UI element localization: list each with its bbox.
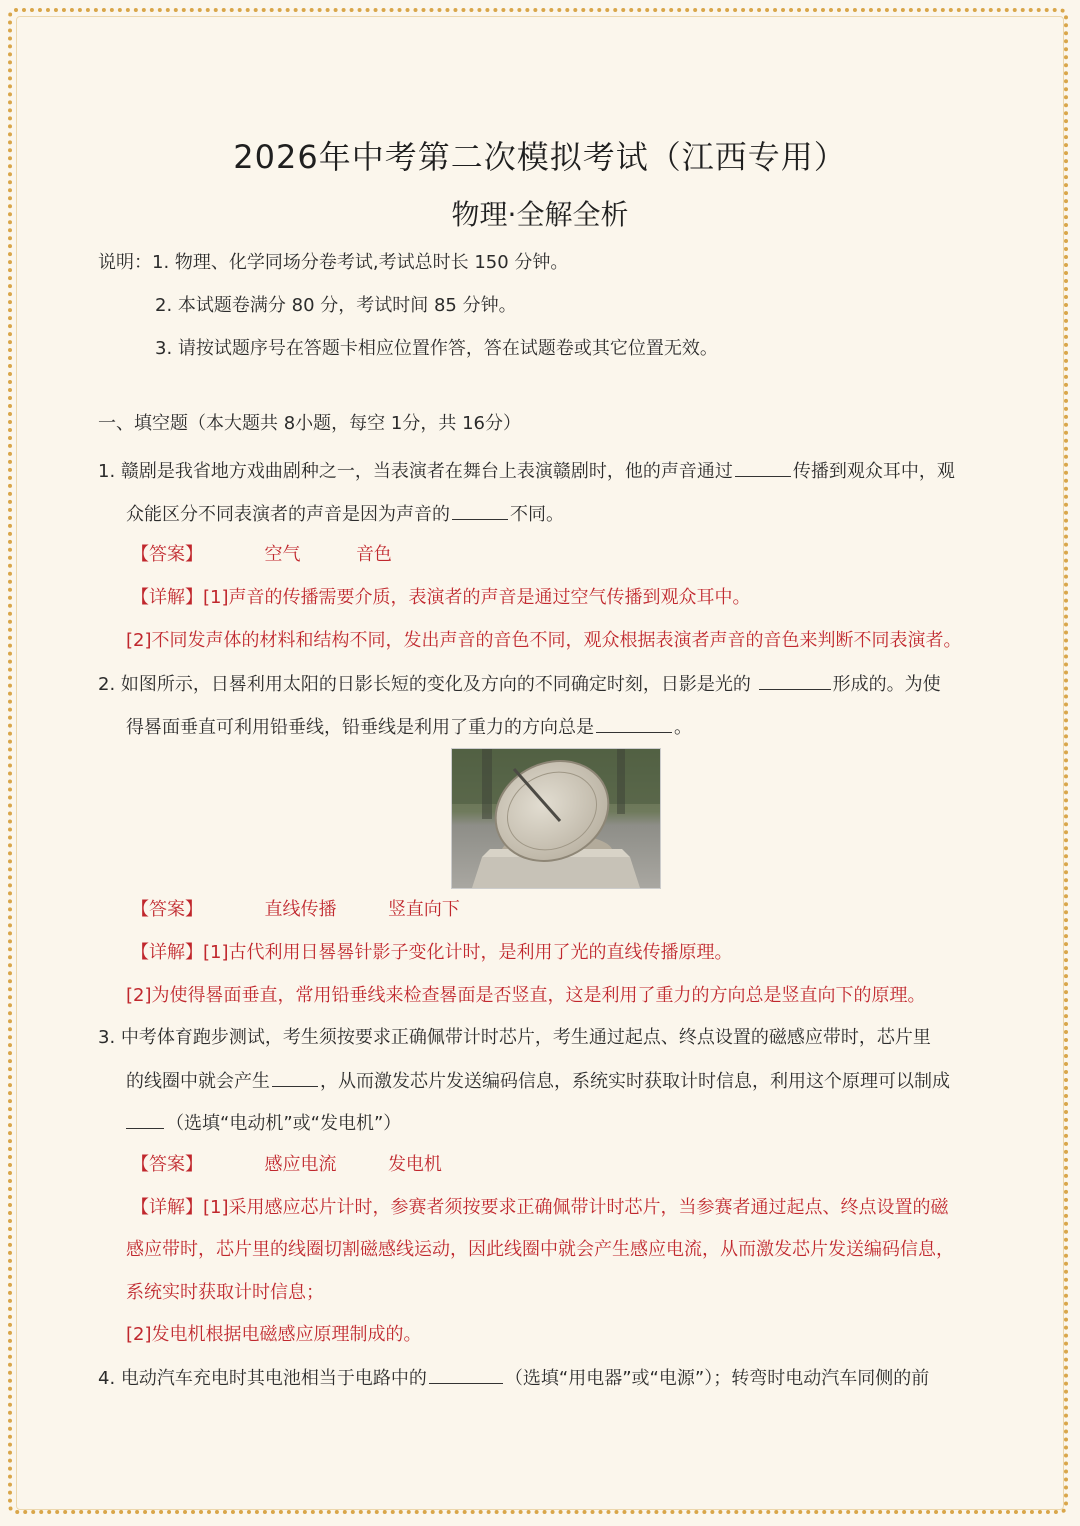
question-1-line-1 (98, 458, 955, 484)
detail-text: [2]发电机根据电磁感应原理制成的。 (126, 1324, 422, 1345)
question-3-line-2 (126, 1068, 950, 1094)
answer-value: 直线传播 (264, 899, 337, 920)
answer-value: 感应电流 (264, 1154, 337, 1175)
detail-line (131, 941, 733, 965)
instructions-label: 说明： (98, 252, 152, 273)
instructions-line-1 (98, 251, 568, 275)
answer-value: 空气 (264, 544, 301, 565)
instruction-item: 3. 请按试题序号在答题卡相应位置作答，答在试题卷或其它位置无效。 (155, 338, 718, 359)
answer-blank (126, 1110, 164, 1129)
question-text: 1. 赣剧是我省地方戏曲剧种之一，当表演者在舞台上表演赣剧时，他的声音通过 (98, 461, 733, 482)
question-text: 2. 如图所示，日晷利用太阳的日影长短的变化及方向的不同确定时刻，日影是光的 (98, 674, 757, 695)
question-text: 众能区分不同表演者的声音是因为声音的 (126, 504, 450, 525)
answer-blank (596, 714, 672, 733)
question-text: 4. 电动汽车充电时其电池相当于电路中的 (98, 1368, 427, 1389)
detail-text: [2]不同发声体的材料和结构不同，发出声音的音色不同，观众根据表演者声音的音色来判断不同表演者。 (126, 630, 962, 651)
detail-text: [2]为使得晷面垂直，常用铅垂线来检查晷面是否竖直，这是利用了重力的方向总是竖直向下的原理。 (126, 985, 926, 1006)
answer-value: 音色 (355, 544, 392, 565)
question-text: 得晷面垂直可利用铅垂线，铅垂线是利用了重力的方向总是 (126, 717, 594, 738)
answer-blank (272, 1068, 318, 1087)
instruction-item: 1. 物理、化学同场分卷考试,考试总时长 150 分钟。 (152, 252, 569, 273)
answer-value: 竖直向下 (387, 899, 460, 920)
answer-line (131, 898, 460, 922)
answer-label: 【答案】 (131, 1154, 203, 1175)
answer-blank (759, 671, 831, 690)
answer-blank (429, 1365, 503, 1384)
detail-line (131, 586, 751, 610)
question-text: （选填“用电器”或“电源”）；转弯时电动汽车同侧的前 (504, 1368, 930, 1389)
question-4-line-1 (98, 1365, 929, 1391)
detail-label: 【详解】 (131, 942, 203, 963)
question-text: ，从而激发芯片发送编码信息，系统实时获取计时信息，利用这个原理可以制成 (320, 1071, 950, 1092)
detail-text: [1]声音的传播需要介质，表演者的声音是通过空气传播到观众耳中。 (203, 587, 751, 608)
page-title: 2026年中考第二次模拟考试（江西专用） (233, 138, 847, 176)
question-text: 的线圈中就会产生 (126, 1071, 270, 1092)
answer-value: 发电机 (387, 1154, 442, 1175)
detail-text: 系统实时获取计时信息； (126, 1282, 324, 1303)
question-text: （选填“电动机”或“发电机”） (166, 1113, 402, 1134)
detail-text: [1]采用感应芯片计时，参赛者须按要求正确佩带计时芯片，当参赛者通过起点、终点设置的磁 (203, 1197, 949, 1218)
detail-line (131, 1196, 949, 1220)
answer-line (131, 1153, 442, 1177)
answer-blank (452, 501, 508, 520)
question-2-line-1 (98, 671, 941, 697)
question-text: 形成的。为使 (832, 674, 941, 695)
question-text: 传播到观众耳中，观 (792, 461, 955, 482)
answer-label: 【答案】 (131, 899, 203, 920)
question-3-line-3 (126, 1110, 401, 1136)
question-3-line-1: 3. 中考体育跑步测试，考生须按要求正确佩带计时芯片，考生通过起点、终点设置的磁感应带时，芯片里 (98, 1027, 931, 1048)
detail-text: [1]古代利用日晷晷针影子变化计时，是利用了光的直线传播原理。 (203, 942, 733, 963)
instruction-item: 2. 本试题卷满分 80 分，考试时间 85 分钟。 (155, 295, 517, 316)
answer-line (131, 543, 392, 567)
answer-blank (735, 458, 791, 477)
question-text: 。 (674, 717, 692, 738)
sundial-image (451, 748, 661, 889)
detail-label: 【详解】 (131, 587, 203, 608)
page-subtitle: 物理·全解全析 (451, 198, 629, 231)
question-2-line-2 (126, 714, 692, 740)
detail-text: 感应带时，芯片里的线圈切割磁感线运动，因此线圈中就会产生感应电流，从而激发芯片发送编码信息， (126, 1239, 954, 1260)
answer-label: 【答案】 (131, 544, 203, 565)
section-heading: 一、填空题（本大题共 8小题，每空 1分，共 16分） (98, 413, 521, 434)
detail-label: 【详解】 (131, 1197, 203, 1218)
question-1-line-2 (126, 501, 564, 527)
question-text: 不同。 (510, 504, 564, 525)
